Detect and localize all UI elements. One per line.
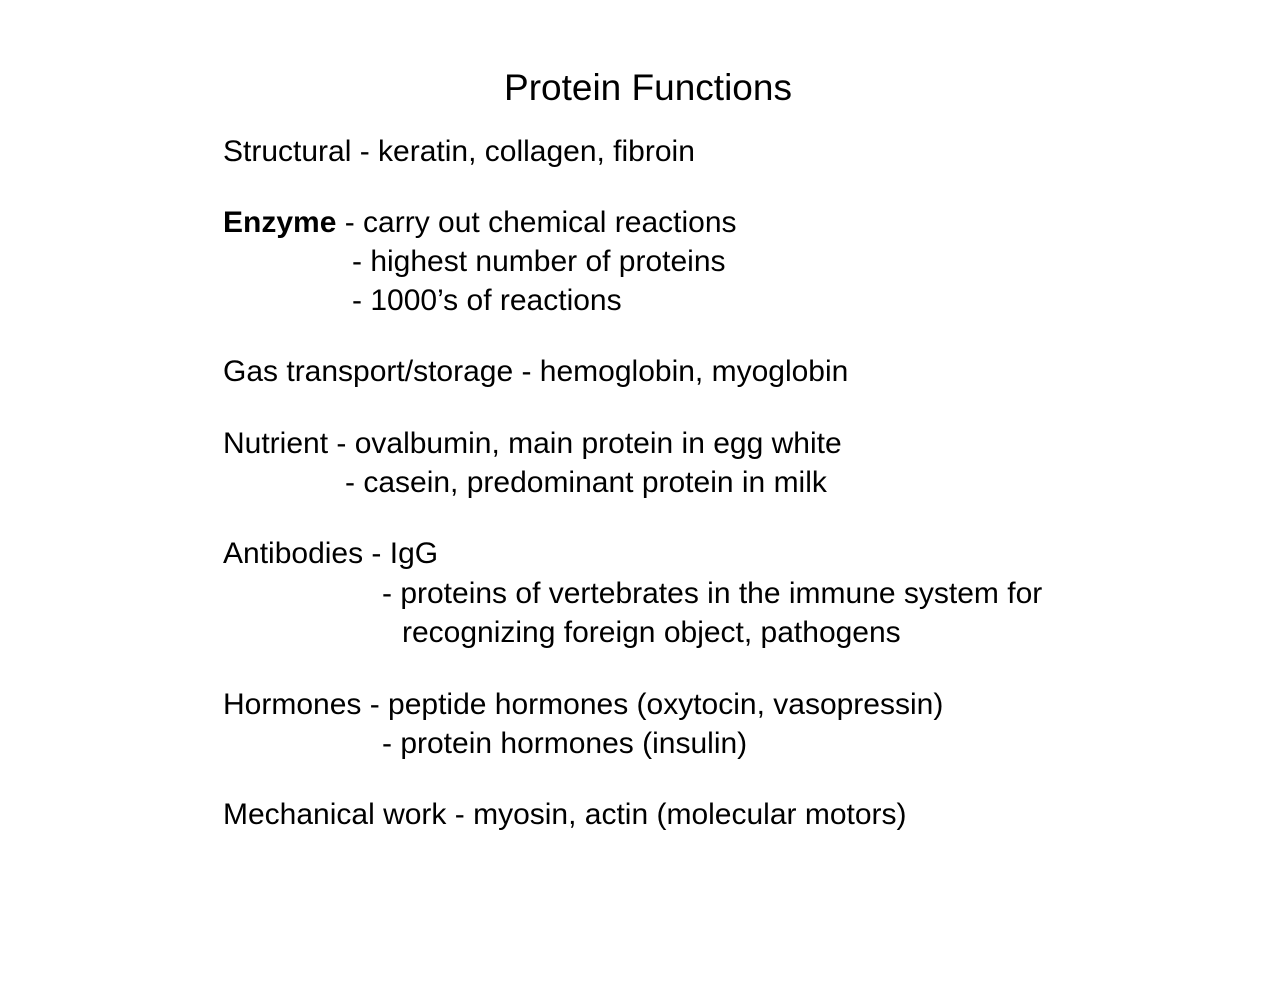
enzyme-term: Enzyme	[223, 206, 337, 239]
enzyme-line-1	[223, 205, 737, 241]
nutrient-line-2: - casein, predominant protein in milk	[345, 466, 827, 499]
hormones-line-2: - protein hormones (insulin)	[382, 727, 748, 760]
antibodies-line-3: recognizing foreign object, pathogens	[402, 616, 901, 649]
mechanical-work-line: Mechanical work - myosin, actin (molecular motors)	[223, 798, 907, 831]
antibodies-line-2: - proteins of vertebrates in the immune system for	[382, 577, 1043, 610]
enzyme-line-3: - 1000’s of reactions	[352, 284, 622, 317]
enzyme-line-1-text: - carry out chemical reactions	[336, 206, 737, 239]
hormones-line-1: Hormones - peptide hormones (oxytocin, vasopressin)	[223, 688, 944, 721]
page-title: Protein Functions	[504, 67, 792, 108]
nutrient-line-1: Nutrient - ovalbumin, main protein in egg white	[223, 427, 842, 460]
enzyme-line-2: - highest number of proteins	[352, 245, 726, 278]
structural-line: Structural - keratin, collagen, fibroin	[223, 135, 695, 168]
antibodies-line-1: Antibodies - IgG	[223, 537, 439, 570]
gas-transport-line: Gas transport/storage - hemoglobin, myoglobin	[223, 355, 849, 388]
